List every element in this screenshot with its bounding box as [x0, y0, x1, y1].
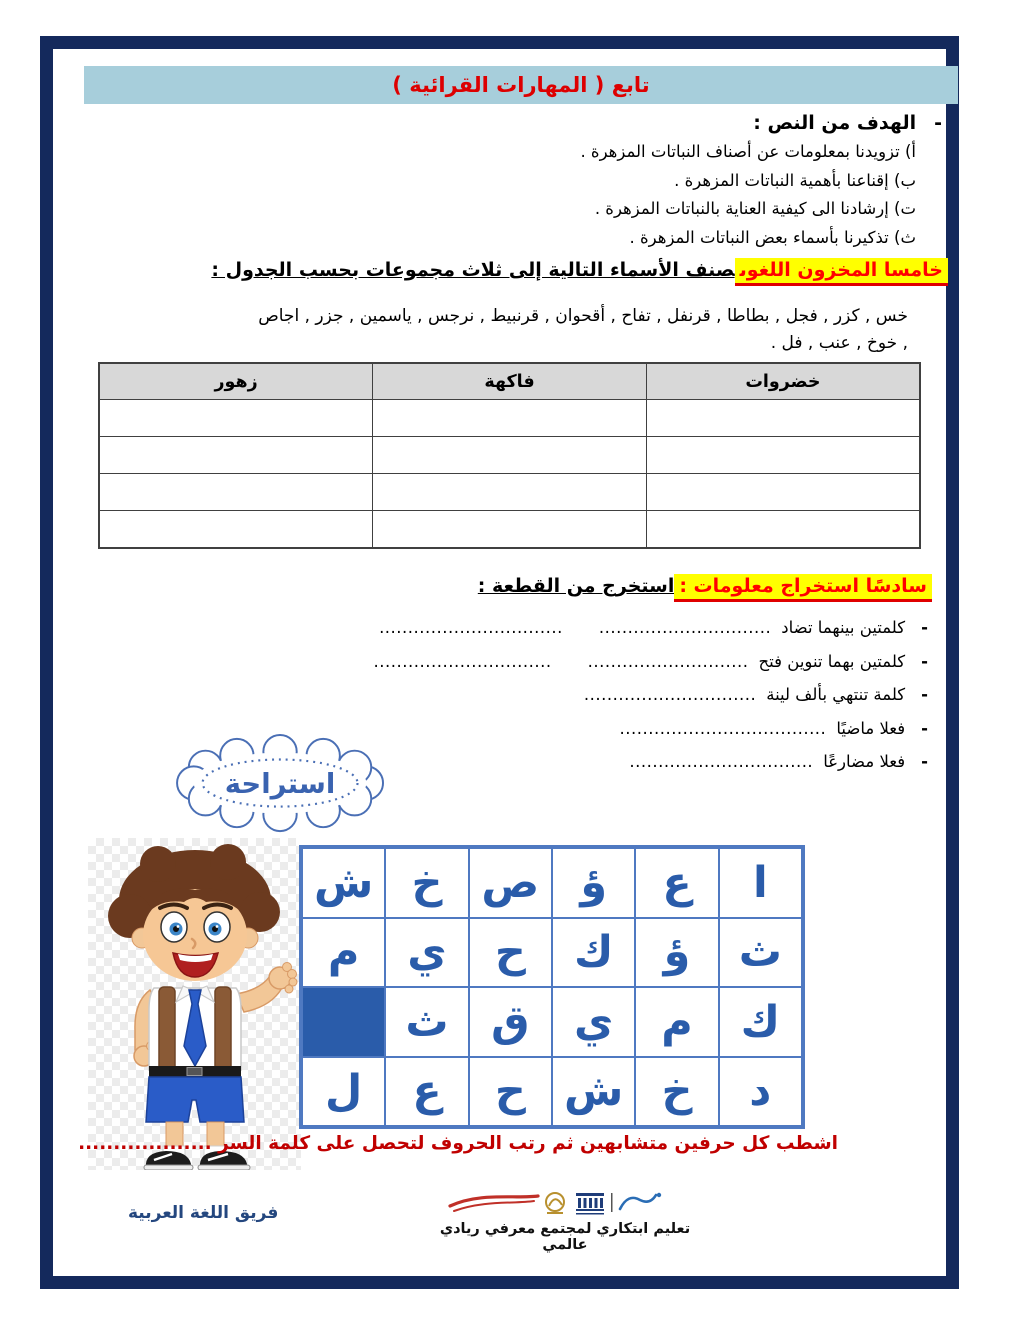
table-answer-cell: [99, 437, 373, 474]
table-answer-cell: [373, 474, 647, 511]
table-header-cell: فاكهة: [373, 363, 647, 400]
goal-option: ت) إرشادنا الى كيفية العناية بالنباتات المزهرة .: [594, 199, 916, 218]
table-answer-cell: [373, 511, 647, 549]
word-bank-line1: خس , كزر , فجل , بطاطا , قرنفل , تفاح , أقحوان , قرنبيط , نرجس , ياسمين , جزر , اجاص: [258, 306, 908, 326]
word-bank: [148, 303, 908, 357]
footer-brand: [415, 1190, 715, 1253]
grid-cell-letter: ع: [385, 1057, 468, 1127]
bullet-dash: -: [921, 752, 928, 771]
extract-item-label: كلمتين بهما تنوين فتح: [758, 651, 906, 671]
red-swoosh-logo: [450, 1196, 538, 1211]
extract-item: [166, 618, 928, 652]
break-cloud: [170, 734, 394, 836]
grid-cell-letter: ث: [385, 987, 468, 1057]
goal-section: [82, 112, 942, 252]
vocab-section-heading: [211, 259, 948, 281]
table-header-cell: زهور: [99, 363, 373, 400]
answer-dotted-line: ..............................: [598, 618, 772, 637]
footer-motto: تعليم ابتكاري لمجتمع معرفي ريادي عالمي: [439, 1221, 691, 1253]
grid-cell-letter: خ: [385, 848, 468, 918]
grid-cell-letter: ش: [552, 1057, 635, 1127]
answer-dotted-line: ..............................: [583, 685, 757, 704]
grid-cell-letter: ل: [302, 1057, 385, 1127]
table-answer-cell: [99, 400, 373, 437]
table-answer-cell: [646, 511, 920, 549]
table-answer-cell: [99, 474, 373, 511]
grid-cell-letter: م: [302, 918, 385, 988]
grid-cell-letter: ي: [385, 918, 468, 988]
vocab-highlight-label: خامسا المخزون اللغوى: [735, 258, 948, 286]
extract-item-label: فعلا مضارعًا: [823, 752, 906, 771]
gold-crescent-logo: [546, 1193, 564, 1214]
answer-dotted-line: ................................: [629, 752, 814, 771]
grid-cell-letter: ؤ: [635, 918, 718, 988]
table-row: [99, 437, 920, 474]
table-row: [99, 511, 920, 549]
extract-section-heading: [478, 575, 932, 597]
break-cloud-label: استراحة: [224, 768, 336, 800]
grid-cell-letter: ؤ: [552, 848, 635, 918]
bullet-dash: -: [921, 718, 928, 738]
extract-instruction: استخرج من القطعة :: [477, 575, 675, 597]
grid-cell-letter: ث: [719, 918, 802, 988]
table-header-cell: خضروات: [646, 363, 920, 400]
answer-dotted-line: ............................: [587, 651, 749, 671]
vocab-instruction: صنف الأسماء التالية إلى ثلاث مجموعات بحسب الجدول :: [211, 259, 735, 281]
page-title-band: [84, 66, 958, 104]
grid-cell-letter: ا: [719, 848, 802, 918]
table-answer-cell: [646, 400, 920, 437]
grid-cell-letter: ح: [469, 1057, 552, 1127]
goal-option: ب) إقناعنا بأهمية النباتات المزهرة .: [674, 170, 916, 190]
extract-item-label: كلمتين بينهما تضاد: [781, 618, 906, 637]
grid-cell-filled: [302, 987, 385, 1057]
logo-separator: [611, 1193, 613, 1212]
grid-cell-letter: ق: [469, 987, 552, 1057]
extract-item: [166, 685, 928, 719]
word-bank-line2: , خوخ , عنب , فل .: [770, 333, 908, 353]
extract-item: [166, 652, 928, 686]
grid-cell-letter: ص: [469, 848, 552, 918]
grid-cell-letter: ي: [552, 987, 635, 1057]
goal-heading: -الهدف من النص :: [753, 112, 942, 134]
table-row: [99, 400, 920, 437]
classification-table: [98, 362, 921, 549]
grid-cell-letter: ك: [552, 918, 635, 988]
letter-grid: [299, 845, 805, 1129]
grid-cell-letter: م: [635, 987, 718, 1057]
table-answer-cell: [373, 437, 647, 474]
table-answer-cell: [99, 511, 373, 549]
cartoon-boy-drawing: [88, 838, 301, 1170]
page-title: تابع ( المهارات القرائية ): [392, 73, 650, 97]
footer-logos: [430, 1190, 700, 1216]
grid-cell-letter: ح: [469, 918, 552, 988]
table-answer-cell: [646, 474, 920, 511]
grid-cell-letter: د: [719, 1057, 802, 1127]
answer-dotted-line-2: ...............................: [373, 651, 552, 671]
puzzle-instruction: اشطب كل حرفين متشابهين ثم رتب الحروف لتحصل على كلمة السر ...................: [78, 1133, 838, 1154]
grid-cell-letter: خ: [635, 1057, 718, 1127]
bullet-dash: -: [921, 685, 928, 704]
grid-cell-letter: ش: [302, 848, 385, 918]
bullet-dash: -: [921, 651, 928, 671]
table-answer-cell: [373, 400, 647, 437]
extract-item-label: فعلا ماضيًا: [836, 718, 906, 738]
answer-dotted-line-2: ................................: [379, 618, 563, 637]
extract-highlight-label: سادسًا استخراج معلومات :: [674, 574, 932, 602]
table-answer-cell: [646, 437, 920, 474]
extract-item-label: كلمة تنتهي بألف لينة: [766, 685, 906, 704]
goal-option: أ) تزويدنا بمعلومات عن أصناف النباتات المزهرة .: [580, 142, 916, 161]
cartoon-boy-image: [88, 838, 301, 1170]
table-row: [99, 474, 920, 511]
bullet-dash: -: [934, 112, 942, 134]
footer-team-label: فريق اللغة العربية: [128, 1203, 279, 1223]
grid-cell-letter: ع: [635, 848, 718, 918]
goal-option: ث) تذكيرنا بأسماء بعض النباتات المزهرة .: [629, 227, 916, 247]
goal-options-list: [82, 138, 942, 252]
blue-ornament-logo: [620, 1193, 661, 1209]
grid-cell-letter: ك: [719, 987, 802, 1057]
answer-dotted-line: ....................................: [619, 718, 827, 738]
bullet-dash: -: [921, 618, 928, 637]
unesco-logo: [576, 1193, 604, 1215]
